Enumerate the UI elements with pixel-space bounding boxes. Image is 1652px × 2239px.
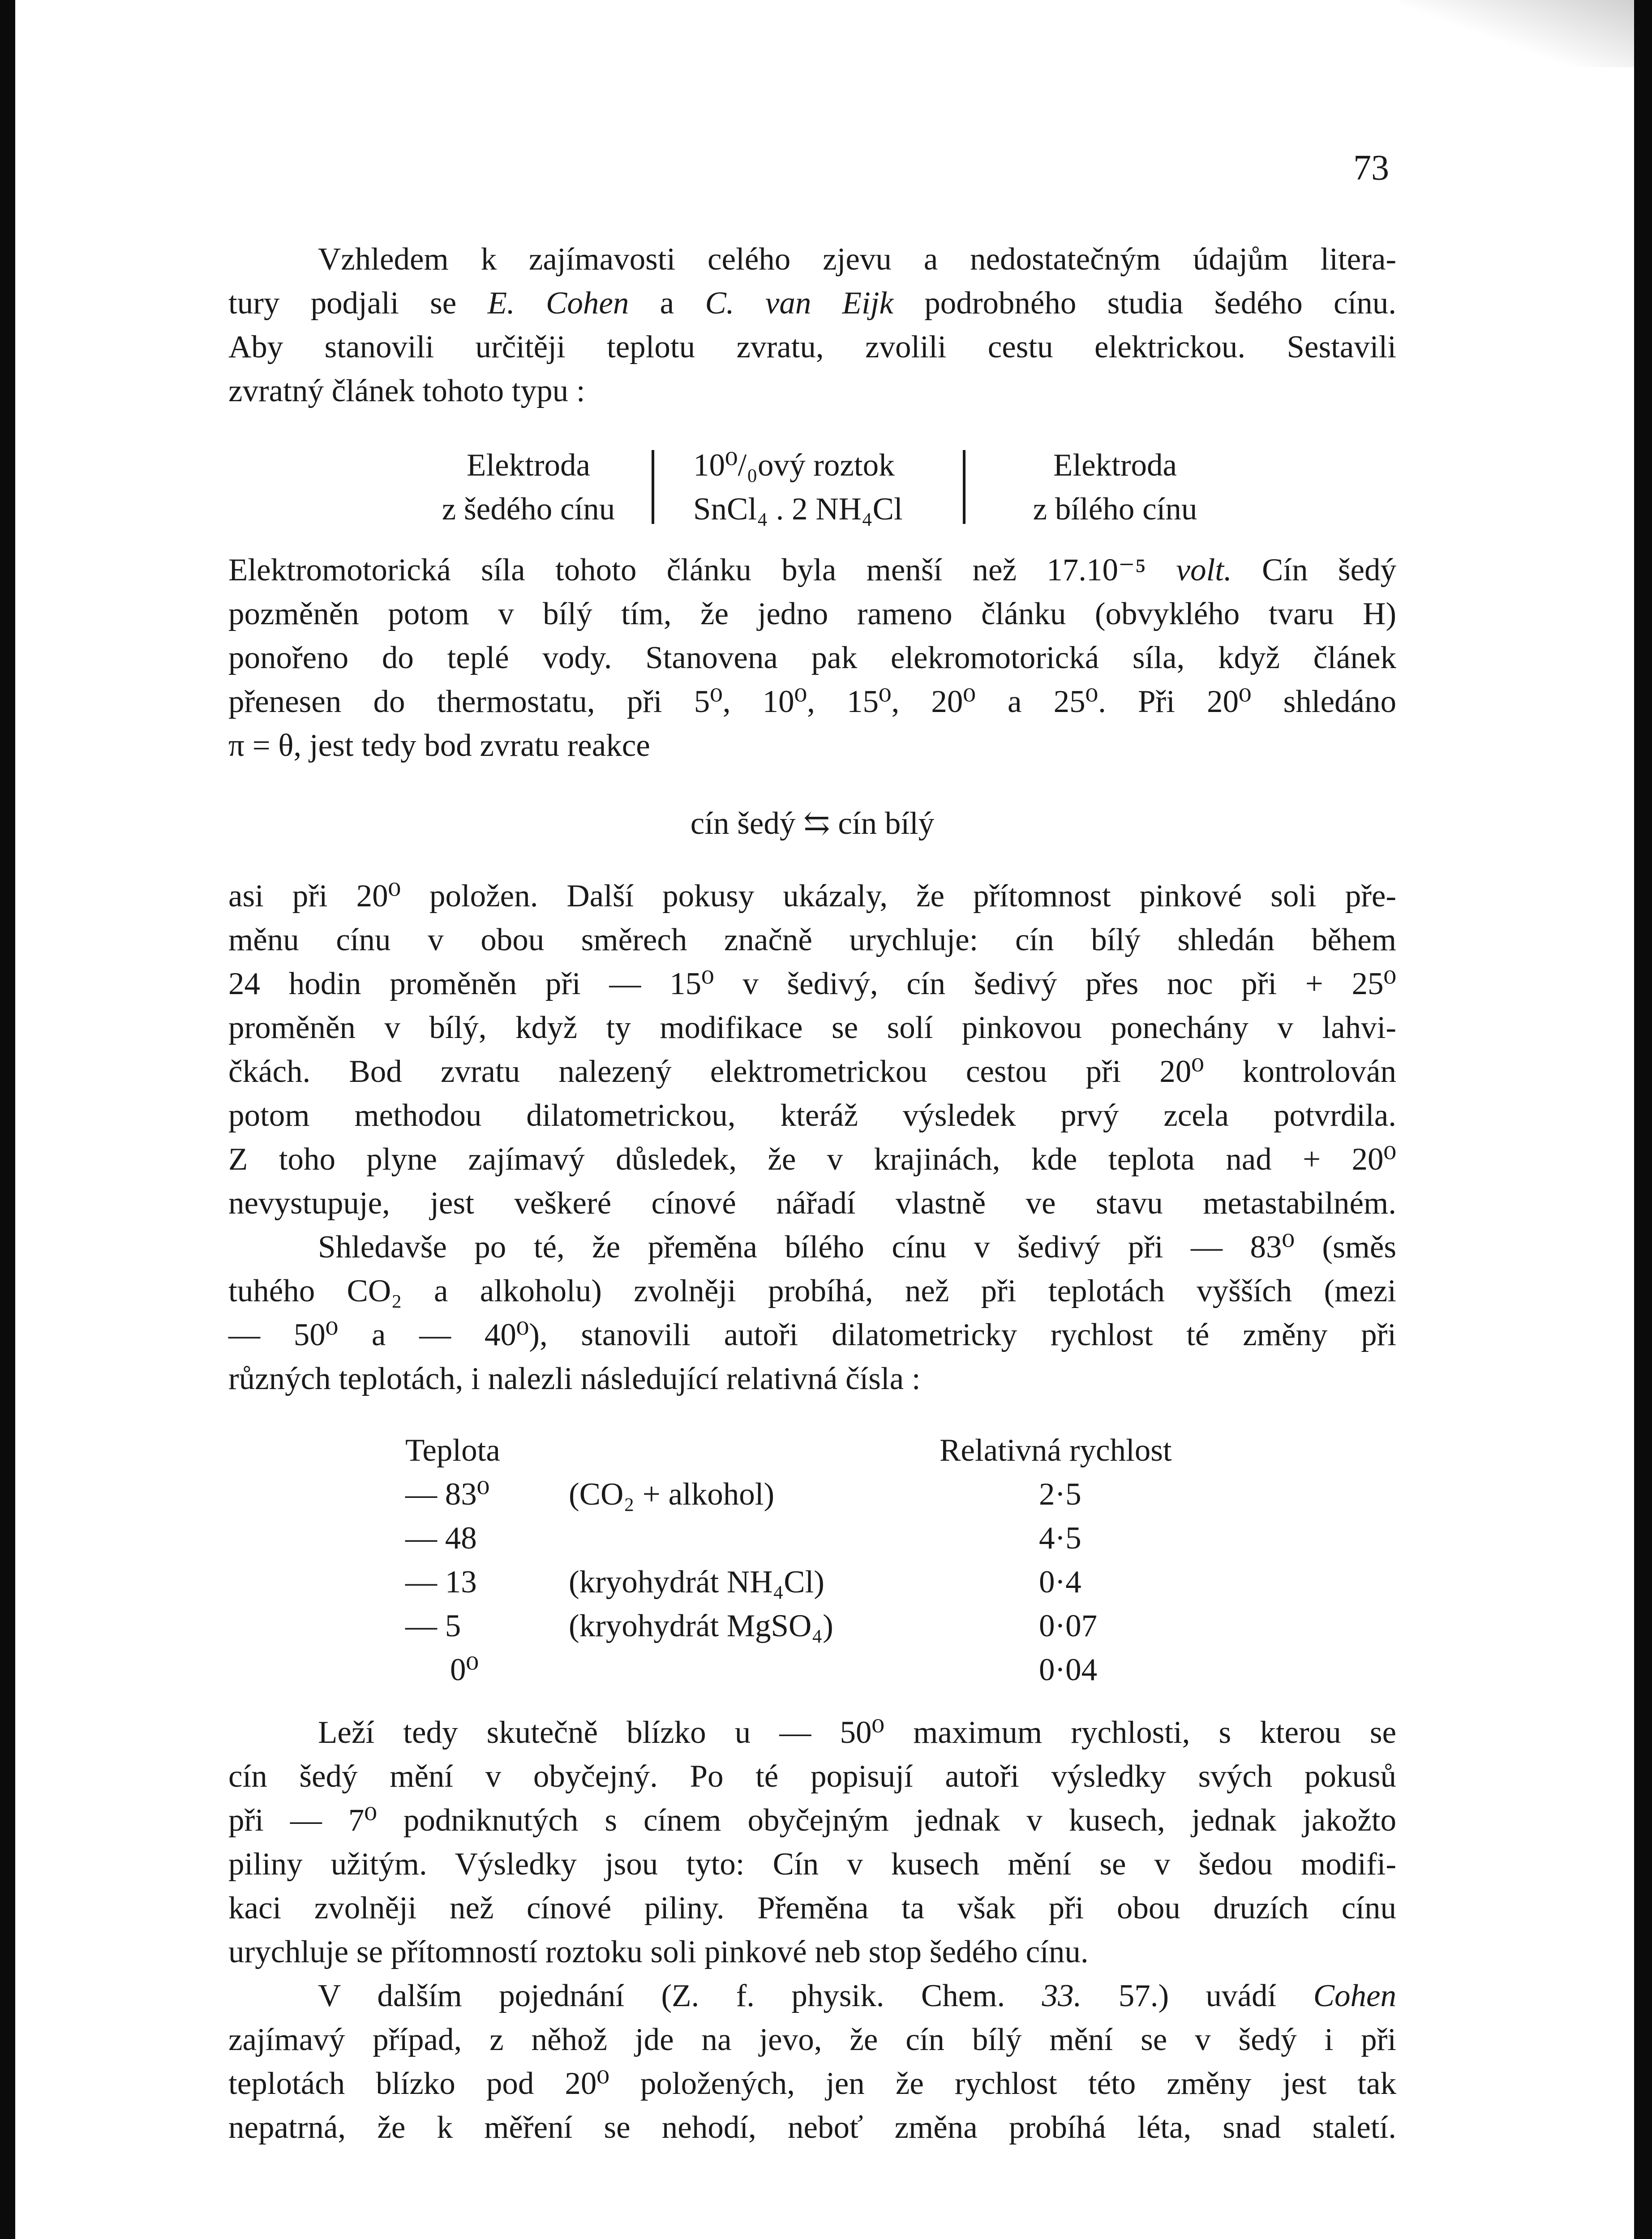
text-line: asi při 20⁰ položen. Další pokusy ukázaly, že přítomnost pinkové soli pře- — [228, 879, 1396, 914]
text-line: čkách. Bod zvratu nalezený elektrometrickou cestou při 20⁰ kontrolován — [228, 1054, 1396, 1089]
table-cell-temperature: — 48 — [405, 1521, 477, 1556]
page-number: 73 — [1353, 148, 1389, 188]
text-line: kaci zvolněji než cínové piliny. Přeměna ta však při obou druzích cínu — [228, 1891, 1396, 1926]
paragraph-4 — [228, 1225, 1396, 1401]
table-cell-temperature: — 83⁰ — [405, 1477, 490, 1512]
text-line: proměněn v bílý, když ty modifikace se solí pinkovou ponechány v lahvi- — [228, 1010, 1396, 1045]
reaction-equation: cín šedý ⇆ cín bílý — [690, 806, 935, 841]
text-line: tury podjali se E. Cohen a C. van Eijk podrobného studia šedého cínu. — [228, 286, 1396, 321]
text-line: tuhého CO₂ a alkoholu) zvolněji probíhá, než při teplotách vyšších (mezi — [228, 1274, 1396, 1308]
table-cell-note: (CO₂ + alkohol) — [569, 1477, 775, 1512]
table-cell-rate: 0·07 — [1039, 1608, 1098, 1643]
paragraph-1 — [228, 237, 1396, 413]
scan-border-left — [0, 0, 15, 2239]
paragraph-3 — [228, 874, 1396, 1225]
text-line: při — 7⁰ podniknutých s cínem obyčejným jednak v kusech, jednak jakožto — [228, 1803, 1396, 1838]
scan-corner-shadow — [1401, 0, 1634, 67]
text-line: π = θ, jest tedy bod zvratu reakce — [228, 728, 650, 763]
table-cell-temperature: — 13 — [405, 1565, 477, 1600]
electrode-white-sub: z bílého cínu — [1033, 492, 1197, 527]
text-line: Z toho plyne zajímavý důsledek, že v krajinách, kde teplota nad + 20⁰ — [228, 1142, 1396, 1177]
electrolyte-label: 10⁰/₀ový roztok — [693, 448, 895, 483]
text-line: 24 hodin proměněn při — 15⁰ v šedivý, cín šedivý přes noc při + 25⁰ — [228, 966, 1396, 1001]
paragraph-2 — [228, 548, 1396, 768]
text-line: Shledavše po té, že přeměna bílého cínu v šedivý při — 83⁰ (směs — [318, 1230, 1396, 1265]
text-line: zajímavý případ, z něhož jde na jevo, že cín bílý mění se v šedý i při — [228, 2022, 1396, 2057]
text-line: přenesen do thermostatu, při 5⁰, 10⁰, 15⁰, 20⁰ a 25⁰. Při 20⁰ shledáno — [228, 684, 1396, 719]
cell-separator — [963, 450, 965, 524]
text-line: různých teplotách, i nalezli následující relativná čísla : — [228, 1361, 921, 1396]
paragraph-6 — [228, 1974, 1396, 2149]
text-line: teplotách blízko pod 20⁰ položených, jen že rychlost této změny jest tak — [228, 2066, 1396, 2101]
table-header-rate: Relativná rychlost — [940, 1433, 1172, 1468]
scan-border-right — [1634, 0, 1652, 2239]
text-line: měnu cínu v obou směrech značně urychluje: cín bílý shledán během — [228, 922, 1396, 957]
text-line: — 50⁰ a — 40⁰), stanovili autoři dilatometricky rychlost té změny při — [228, 1317, 1396, 1352]
text-line: urychluje se přítomností roztoku soli pinkové neb stop šedého cínu. — [228, 1934, 1089, 1969]
table-cell-rate: 2·5 — [1039, 1477, 1081, 1512]
table-cell-rate: 0·04 — [1039, 1652, 1098, 1687]
text-line: Elektromotorická síla tohoto článku byla menší než 17.10⁻⁵ volt. Cín šedý — [228, 553, 1396, 588]
table-cell-rate: 4·5 — [1039, 1521, 1081, 1556]
text-line: zvratný článek tohoto typu : — [228, 373, 585, 408]
electrode-gray-sub: z šedého cínu — [442, 492, 615, 527]
text-line: cín šedý mění v obyčejný. Po té popisují autoři výsledky svých pokusů — [228, 1759, 1396, 1794]
text-line: nevystupuje, jest veškeré cínové nářadí vlastně ve stavu metastabilném. — [228, 1186, 1396, 1221]
table-cell-temperature: 0⁰ — [450, 1652, 479, 1687]
table-cell-note: (kryohydrát NH₄Cl) — [569, 1565, 824, 1600]
text-line: nepatrná, že k měření se nehodí, neboť změna probíhá léta, snad staletí. — [228, 2110, 1396, 2145]
table-cell-note: (kryohydrát MgSO₄) — [569, 1608, 833, 1643]
paragraph-5 — [228, 1711, 1396, 1974]
text-line: ponořeno do teplé vody. Stanovena pak elekromotorická síla, když článek — [228, 640, 1396, 675]
table-cell-rate: 0·4 — [1039, 1565, 1081, 1600]
cell-separator — [652, 450, 654, 524]
text-line: V dalším pojednání (Z. f. physik. Chem. 33. 57.) uvádí Cohen — [318, 1978, 1396, 2013]
electrolyte-formula: SnCl₄ . 2 NH₄Cl — [693, 492, 903, 527]
table-header-temperature: Teplota — [405, 1433, 500, 1468]
text-line: pozměněn potom v bílý tím, že jedno rameno článku (obvyklého tvaru H) — [228, 596, 1396, 631]
text-line: piliny užitým. Výsledky jsou tyto: Cín v kusech mění se v šedou modifi- — [228, 1847, 1396, 1882]
table-cell-temperature: — 5 — [405, 1608, 461, 1643]
text-line: Vzhledem k zajímavosti celého zjevu a nedostatečným údajům litera- — [318, 242, 1396, 277]
electrode-gray-label: Elektroda — [467, 448, 590, 483]
text-line: Leží tedy skutečně blízko u — 50⁰ maximum rychlosti, s kterou se — [318, 1715, 1396, 1750]
electrode-white-label: Elektroda — [1053, 448, 1177, 483]
text-line: potom methodou dilatometrickou, kteráž výsledek prvý zcela potvrdila. — [228, 1098, 1396, 1133]
text-line: Aby stanovili určitěji teplotu zvratu, zvolili cestu elektrickou. Sestavili — [228, 330, 1396, 365]
